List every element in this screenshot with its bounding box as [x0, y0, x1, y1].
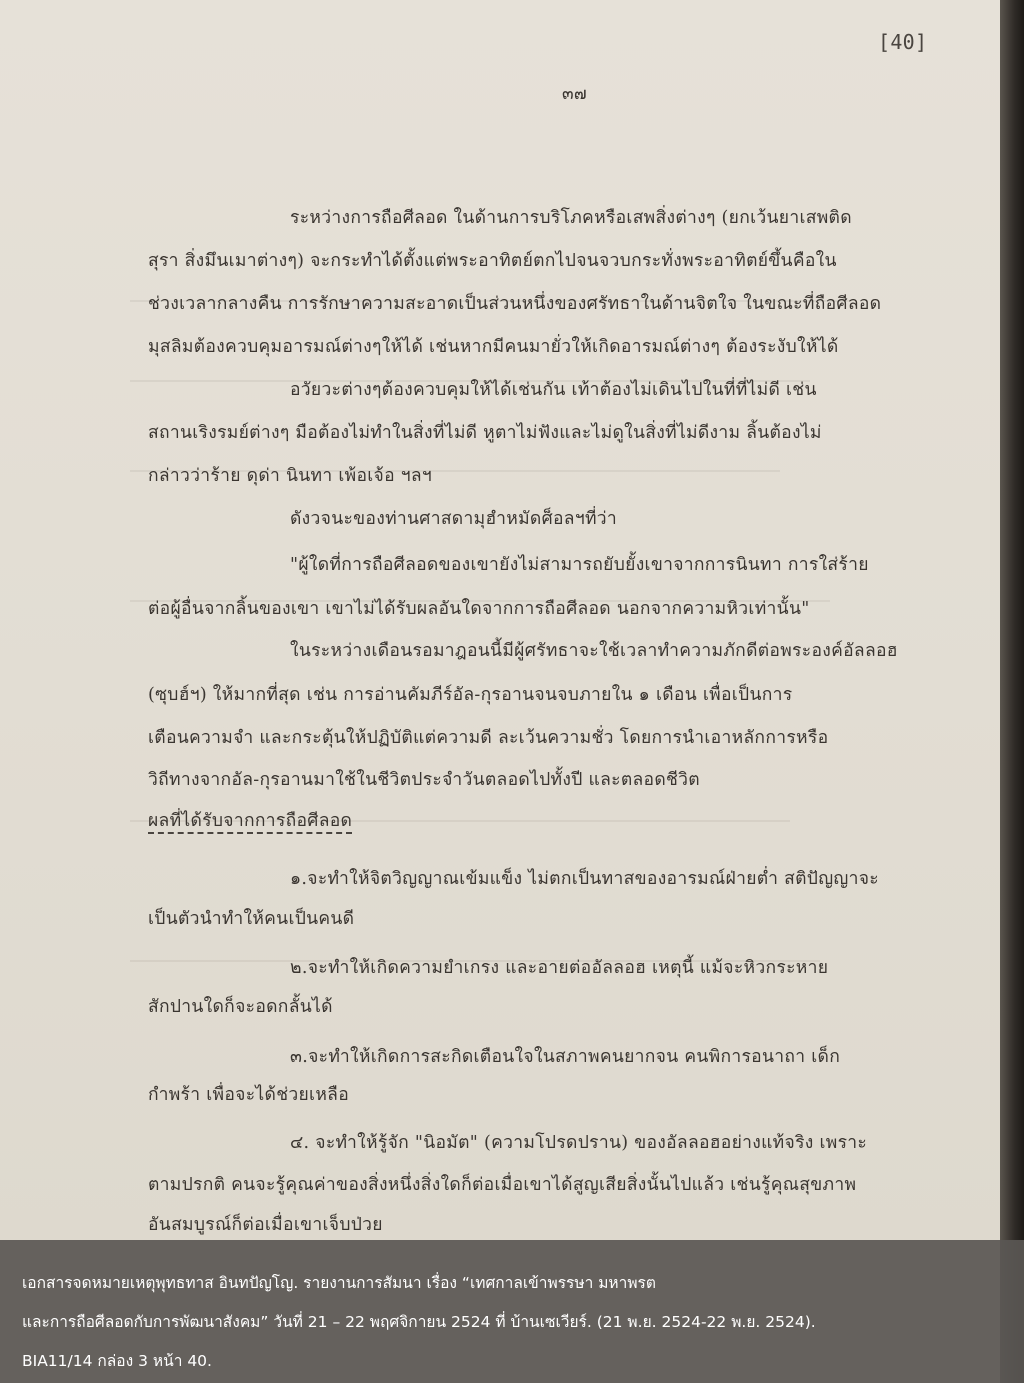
list-item: สักปานใดก็จะอดกลั้นได้ — [148, 997, 333, 1017]
list-item: กำพร้า เพื่อจะได้ช่วยเหลือ — [148, 1085, 350, 1105]
paragraph-line: (ซุบฮ์ฯ) ให้มากที่สุด เช่น การอ่านคัมภีร์อัล-กุรอานจนจบภายใน ๑ เดือน เพื่อเป็นการ — [148, 685, 793, 705]
quote-line: "ผู้ใดที่การถือศีลอดของเขายังไม่สามารถยับยั้งเขาจากการนินทา การใส่ร้าย — [290, 555, 869, 575]
list-item: ๓.จะทำให้เกิดการสะกิดเตือนใจในสภาพคนยากจน คนพิการอนาถา เด็ก — [290, 1047, 841, 1067]
paragraph-line: ระหว่างการถือศีลอด ในด้านการบริโภคหรือเสพสิ่งต่างๆ (ยกเว้นยาเสพติด — [290, 208, 852, 228]
list-item: อันสมบูรณ์ก็ต่อเมื่อเขาเจ็บป่วย — [148, 1215, 383, 1235]
list-item: ๔. จะทำให้รู้จัก "นิอมัต" (ความโปรดปราน) ของอัลลอฮอย่างแท้จริง เพราะ — [290, 1133, 868, 1153]
paragraph-line: กล่าวว่าร้าย ดุด่า นินทา เพ้อเจ้อ ฯลฯ — [148, 466, 433, 486]
paragraph-line: เตือนความจำ และกระตุ้นให้ปฏิบัติแต่ความดี ละเว้นความชั่ว โดยการนำเอาหลักการหรือ — [148, 728, 829, 748]
paragraph-line: สุรา สิ่งมึนเมาต่างๆ) จะกระทำได้ตั้งแต่พระอาทิตย์ตกไปจนจวบกระทั่งพระอาทิตย์ขึ้นคือใน — [148, 251, 837, 271]
list-item: ๒.จะทำให้เกิดความยำเกรง และอายต่ออัลลอฮ เหตุนี้ แม้จะหิวกระหาย — [290, 958, 829, 978]
paragraph-line: วิถีทางจากอัล-กุรอานมาใช้ในชีวิตประจำวันตลอดไปทั้งปี และตลอดชีวิต — [148, 770, 700, 790]
paragraph-line: ช่วงเวลากลางคืน การรักษาความสะอาดเป็นส่วนหนึ่งของศรัทธาในด้านจิตใจ ในขณะที่ถือศีลอด — [148, 294, 882, 314]
quote-line: ต่อผู้อื่นจากลิ้นของเขา เขาไม่ได้รับผลอันใดจากการถือศีลอด นอกจากความหิวเท่านั้น" — [148, 599, 810, 619]
caption-bar — [0, 1240, 1024, 1383]
section-heading-text: ผลที่ได้รับจากการถือศีลอด — [148, 811, 352, 834]
caption-line: BIA11/14 กล่อง 3 หน้า 40. — [22, 1352, 212, 1370]
paragraph-line: ในระหว่างเดือนรอมาฎอนนี้มีผู้ศรัทธาจะใช้เวลาทำความภักดีต่อพระองค์อัลลอฮ — [290, 641, 898, 661]
list-item: ๑.จะทำให้จิตวิญญาณเข้มแข็ง ไม่ตกเป็นทาสของอารมณ์ฝ่ายต่ำ สติปัญญาจะ — [290, 869, 879, 889]
section-heading — [148, 806, 352, 834]
list-item: ตามปรกติ คนจะรู้คุณค่าของสิ่งหนึ่งสิ่งใดก็ต่อเมื่อเขาได้สูญเสียสิ่งนั้นไปแล้ว เช่นรู้คุณสุขภาพ — [148, 1175, 857, 1195]
archive-number: [40] — [878, 30, 928, 54]
paragraph-line: ดังวจนะของท่านศาสดามุฮำหมัดศ็อลฯที่ว่า — [290, 509, 618, 529]
caption-line: เอกสารจดหมายเหตุพุทธทาส อินทปัญโญ. รายงานการสัมนา เรื่อง “เทศกาลเข้าพรรษา มหาพรต — [22, 1274, 656, 1292]
page-number: ๓๗ — [562, 84, 588, 104]
paragraph-line: มุสลิมต้องควบคุมอารมณ์ต่างๆให้ได้ เช่นหากมีคนมายั่วให้เกิดอารมณ์ต่างๆ ต้องระงับให้ได้ — [148, 337, 839, 357]
paragraph-line: สถานเริงรมย์ต่างๆ มือต้องไม่ทำในสิ่งที่ไม่ดี หูตาไม่ฟังและไม่ดูในสิ่งที่ไม่ดีงาม ลิ้นต้องไม่ — [148, 423, 822, 443]
binder-edge — [1000, 0, 1024, 1383]
list-item: เป็นตัวนำทำให้คนเป็นคนดี — [148, 909, 355, 929]
caption-line: และการถือศีลอดกับการพัฒนาสังคม” วันที่ 21 – 22 พฤศจิกายน 2524 ที่ บ้านเซเวียร์. (21 พ.ย. 2524-22 พ.ย. 2524). — [22, 1313, 816, 1331]
paragraph-line: อวัยวะต่างๆต้องควบคุมให้ได้เช่นกัน เท้าต้องไม่เดินไปในที่ที่ไม่ดี เช่น — [290, 380, 817, 400]
